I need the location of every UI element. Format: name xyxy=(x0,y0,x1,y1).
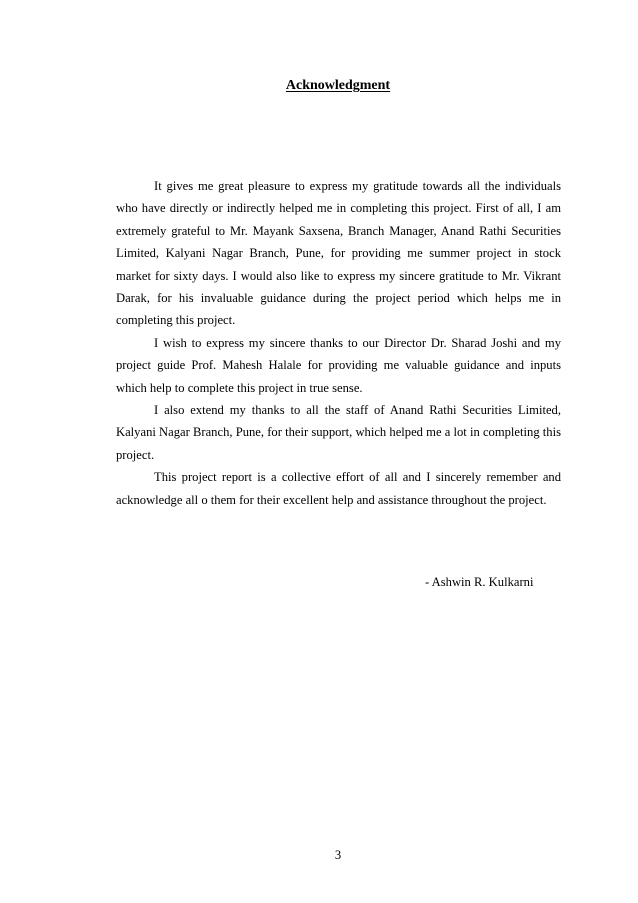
page-title: Acknowledgment xyxy=(285,78,391,93)
paragraph-1: It gives me great pleasure to express my gratitude towards all the individuals who have directly or indirectly helped me in completing this project. First of all, I am extremely grateful to Mr. Mayank Saxsena, Branch Manager, Anand Rathi Securities Limited, Kalyani Nagar Branch, Pune, for providing me summer project in stock market for sixty days. I would also like to express my sincere gratitude to Mr. Vikrant Darak, for his invaluable guidance during the project period which helps me in completing this project. xyxy=(116,179,561,328)
author-signature: - Ashwin R. Kulkarni xyxy=(425,575,534,589)
paragraph-3: I also extend my thanks to all the staff of Anand Rathi Securities Limited, Kalyani Nagar Branch, Pune, for their support, which helped me a lot in completing this project. xyxy=(116,403,561,462)
paragraph-4: This project report is a collective effort of all and I sincerely remember and acknowledge all o them for their excellent help and assistance throughout the project. xyxy=(116,470,561,507)
paragraph-2: I wish to express my sincere thanks to our Director Dr. Sharad Joshi and my project guide Prof. Mahesh Halale for providing me valuable guidance and inputs which help to complete this project in true sense. xyxy=(116,335,561,395)
page-number: 3 xyxy=(334,848,342,862)
acknowledgment-body xyxy=(116,175,561,511)
